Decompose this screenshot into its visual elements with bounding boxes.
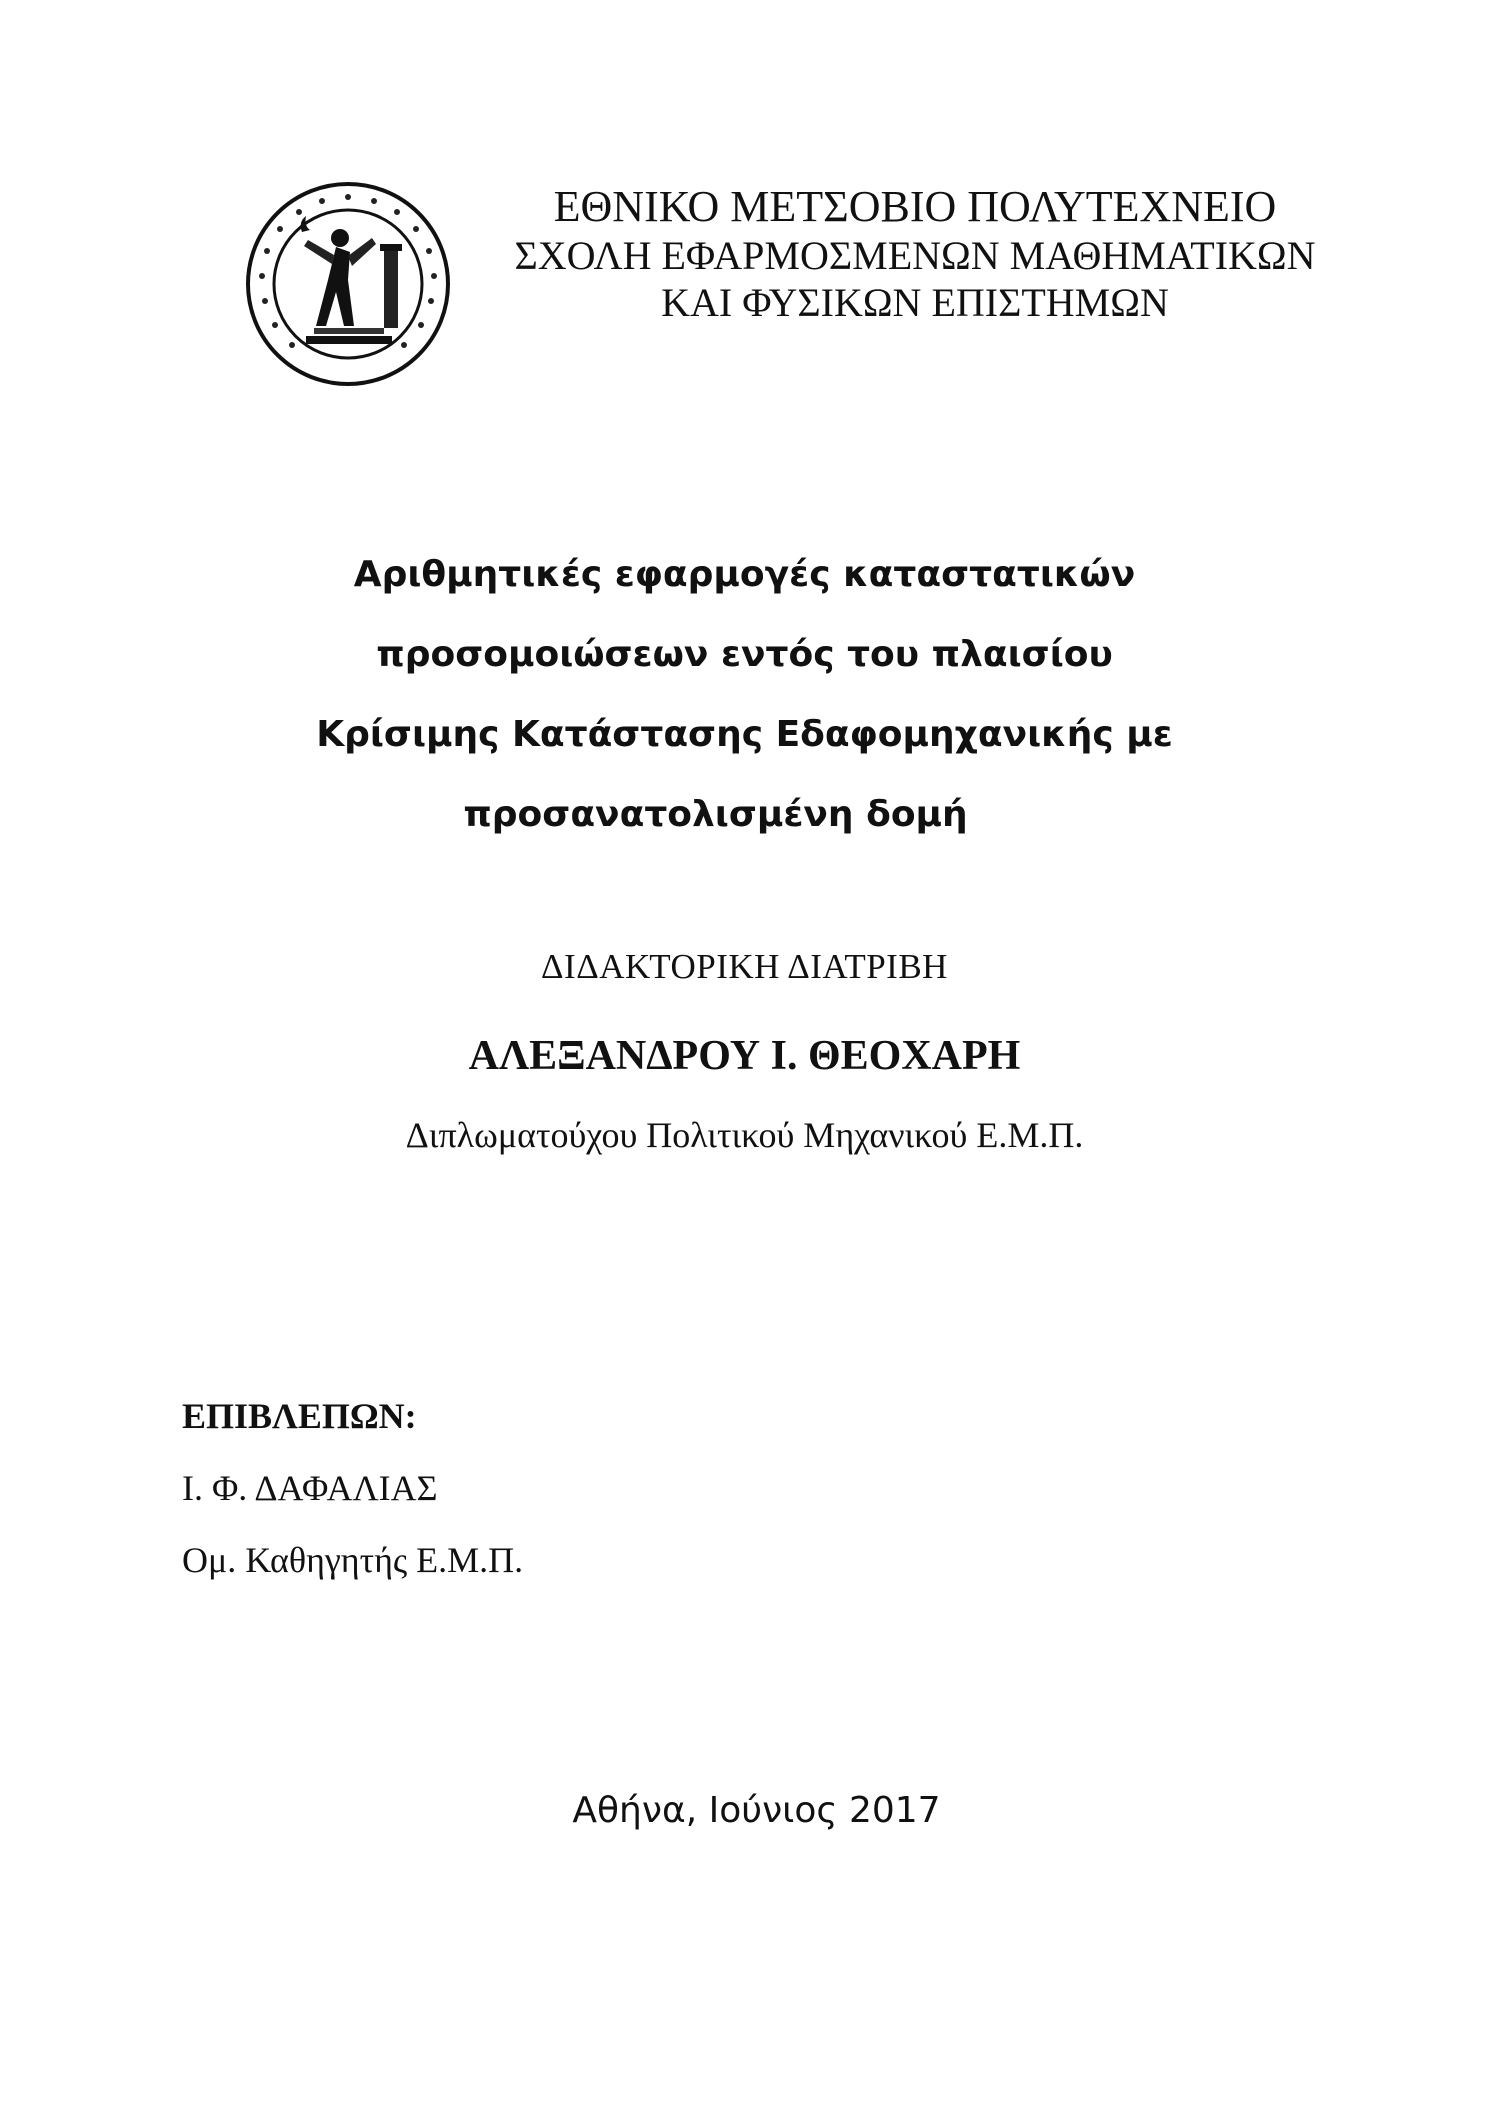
ntua-seal-icon <box>244 180 452 388</box>
place-date: Αθήνα, Ιούνιος 2017 <box>572 1790 941 1831</box>
school-name-line1: ΣΧΟΛΗ ΕΦΑΡΜΟΣΜΕΝΩΝ ΜΑΘΗΜΑΤΙΚΩΝ <box>514 233 1316 278</box>
supervisor-name: Ι. Φ. ΔΑΦΑΛΙΑΣ <box>182 1468 438 1508</box>
author-name: ΑΛΕΞΑΝΔΡΟΥ Ι. ΘΕΟΧΑΡΗ <box>468 1033 1021 1079</box>
title-line-2: προσομοιώσεων εντός του πλαισίου <box>376 634 1113 675</box>
school-name-line2: ΚΑΙ ΦΥΣΙΚΩΝ ΕΠΙΣΤΗΜΩΝ <box>661 280 1169 325</box>
thesis-title <box>0 535 1489 855</box>
title-line-1: Αριθμητικές εφαρμογές καταστατικών <box>353 554 1136 595</box>
supervisor-title: Ομ. Καθηγητής Ε.Μ.Π. <box>182 1540 524 1580</box>
institution-header <box>475 182 1355 326</box>
supervisor-heading: ΕΠΙΒΛΕΠΩΝ: <box>182 1396 417 1436</box>
document-type: ΔΙΔΑΚΤΟΡΙΚΗ ΔΙΑΤΡΙΒΗ <box>541 947 948 986</box>
title-line-3: Κρίσιμης Κατάστασης Εδαφομηχανικής με <box>316 714 1173 755</box>
author-credential: Διπλωματούχου Πολιτικού Μηχανικού Ε.Μ.Π. <box>405 1115 1084 1155</box>
supervisor-block <box>182 1380 523 1596</box>
title-line-4: προσανατολισμένη δομή <box>463 794 968 835</box>
institution-name: ΕΘΝΙΚΟ ΜΕΤΣΟΒΙΟ ΠΟΛΥΤΕΧΝΕΙΟ <box>553 182 1277 231</box>
